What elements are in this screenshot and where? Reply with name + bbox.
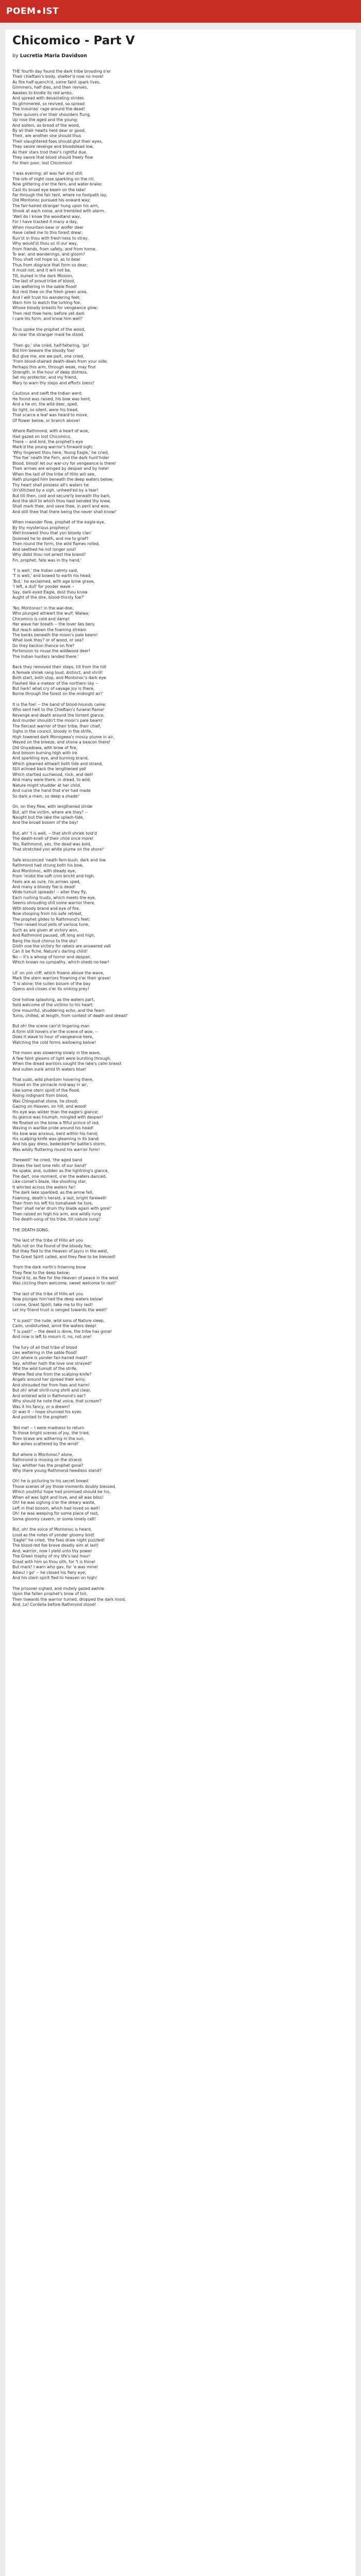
poem-line: 'Why lingerest thou here, Young Eagle,' he cried, bbox=[12, 450, 109, 455]
poem-line: Aught of the dire, blood-thirsty foe?' bbox=[12, 595, 85, 600]
poem-line: Back they removed their steps, till from the hill bbox=[12, 665, 106, 670]
poem-stanza bbox=[12, 327, 349, 338]
poem-line: Its glance was triumph, mingled with despair! bbox=[12, 1115, 104, 1120]
poem-line: Its glimmered, so revived, so spread bbox=[12, 101, 85, 106]
poem-line: Flow'd to, as flee for the Heaven of peace in the west bbox=[12, 1275, 119, 1280]
poem-line: Their slaughtered foes should glut their eyes, bbox=[12, 139, 103, 144]
poem-line: The fiercest warrior of their tribe, their chief, bbox=[12, 723, 101, 728]
poem-line: Which youthful hope had promised should be his, bbox=[12, 1489, 111, 1495]
poem-stanza bbox=[12, 1345, 349, 1420]
poem-line: But oh! what shrill-rung shrill and clear, bbox=[12, 1388, 91, 1393]
poem-line: 'No; Montonoc! in the war-doe, bbox=[12, 605, 74, 611]
poem-line: Had gazed on lost Chicomico, bbox=[12, 434, 72, 439]
poem-card bbox=[5, 29, 356, 2576]
poem-stanza bbox=[12, 1228, 349, 1233]
poem-line: Then' shall ne'er drum thy blade again with gore!' bbox=[12, 1206, 112, 1211]
poem-stanza bbox=[12, 1479, 349, 1522]
poem-stanza bbox=[12, 1158, 349, 1222]
poem-stanza bbox=[12, 69, 349, 166]
poem-line: Far through the fair tent, where no footpath lay, bbox=[12, 192, 108, 197]
poem-line: And entered wild in Rathmond's ear? bbox=[12, 1393, 86, 1398]
poem-line: Can it be fiche, Nature's darling child! bbox=[12, 949, 88, 954]
poem-line: Say, whither has the prophet gone? bbox=[12, 1463, 84, 1468]
poem-line: Hath plunged him beneath the deep waters below; bbox=[12, 477, 114, 482]
poem-line: Draws the last lone relic of our band!' bbox=[12, 1163, 88, 1168]
poem-line: Like comet's blaze, like shooting star, bbox=[12, 1179, 87, 1184]
poem-line: But mark! I warn who gav, for 'e was mine! bbox=[12, 1565, 99, 1570]
poem-line: A female shriek rang loud, distinct, and shrill! bbox=[12, 670, 103, 675]
poem-line: Well knowest thou that yon bloody clan' bbox=[12, 531, 92, 536]
poem-line: I come, Great Spirit; take me to thy rest! bbox=[12, 1302, 93, 1307]
poem-line: 'The last of the tribe of Hillo art you bbox=[12, 1291, 84, 1296]
poem-body bbox=[12, 69, 349, 1613]
poem-line: Portension to rouse the wildwood deer! bbox=[12, 649, 91, 654]
poem-line: But where is Montonoc? alone, bbox=[12, 1452, 74, 1457]
poem-line: Does it wave to hour of vengeance here, bbox=[12, 1035, 93, 1040]
poem-line: No -- it's a whoop of horror and despair, bbox=[12, 954, 92, 959]
logo-dot-icon bbox=[37, 10, 41, 13]
poem-byline bbox=[12, 53, 87, 59]
poem-line: Feels are as sure, his arrows sped, bbox=[12, 879, 81, 884]
poem-line: For I have tracked it many a day, bbox=[12, 219, 78, 225]
poem-line: Cautious and swift the Indian went; bbox=[12, 391, 83, 396]
poem-line: 'T is alone; the sullen bosom of the bay bbox=[12, 981, 91, 986]
poem-line: Say, dark-eyed Eagle, dost thou know bbox=[12, 589, 88, 595]
poem-line: Whose bloody breasts for vengeance glow; bbox=[12, 306, 98, 311]
poem-line: And still thee that there being the never shall know!' bbox=[12, 509, 118, 514]
poem-line: Of flower below, or branch above! bbox=[12, 418, 80, 423]
poem-stanza bbox=[12, 831, 349, 853]
poem-line: Seems shrouding still some warrior there, bbox=[12, 901, 95, 906]
poem-line: Opens and closes o'er its sinking prey! bbox=[12, 987, 89, 992]
poem-line: Loud as the notes of yonder gloomy bird! bbox=[12, 1532, 95, 1537]
poem-line: Borne through the forest on the midnight air!' bbox=[12, 691, 104, 697]
poem-line: As their stars trod their's rightful due, bbox=[12, 149, 88, 155]
poem-line: THE DEATH-SONG. bbox=[12, 1227, 50, 1232]
poem-line: The fair-haired stranger hung upon his arm, bbox=[12, 203, 100, 208]
poem-line: The prophet glides to Rathmond's feet: bbox=[12, 917, 90, 922]
poem-line: Then rest thee here; before yet dark bbox=[12, 311, 85, 316]
poem-line: They swore that blood should freely flow bbox=[12, 155, 93, 160]
poem-line: Then round the form, the wild flames rolled, bbox=[12, 541, 100, 547]
poem-line: Some gloomy cavern, or some lonely cell! bbox=[12, 1516, 96, 1521]
poem-line: Then brave are withering in the sun, bbox=[12, 1436, 85, 1441]
poem-line: Great with him so thou sith, for 't is thine! bbox=[12, 1559, 96, 1564]
byline-prefix: by bbox=[12, 53, 20, 59]
poem-line: The orb of night rose sparkling on the rill, bbox=[12, 176, 95, 181]
poem-line: Who plunged athwart the wulf; Waiwa; bbox=[12, 611, 90, 616]
poem-line: That scarce a leaf was heard to move, bbox=[12, 413, 89, 418]
poem-line: The banks beneath the moon's pale beam! bbox=[12, 632, 98, 637]
poem-line: The Indian hunters landed there.' bbox=[12, 654, 79, 659]
poem-line: When all was light and love, and all was bliss! bbox=[12, 1495, 104, 1500]
poem-stanza bbox=[12, 1292, 349, 1313]
poem-line: 'I left, a dull' for yonder wave -- bbox=[12, 584, 75, 589]
poem-stanza bbox=[12, 1318, 349, 1340]
poem-line: And many a bloody foe is dead! bbox=[12, 884, 76, 889]
poem-line: Why there young Rathmond heedless stand? bbox=[12, 1468, 102, 1473]
poem-line: Yes, Rathmond, yes, the dead was bold, bbox=[12, 841, 92, 846]
poem-line: Doomed he to death, and me to grief? bbox=[12, 536, 89, 541]
poem-line: THE fourth day found the dark tribe brooding o'er bbox=[12, 69, 111, 74]
top-navigation-bar bbox=[0, 0, 361, 23]
poem-title: Chicomico - Part V bbox=[12, 34, 135, 47]
poem-line: The fury of all that tribe of blood bbox=[12, 1345, 77, 1350]
poem-line: 'From the dark north's frowning brow bbox=[12, 1265, 86, 1270]
poem-line: Chicomico is cold and damp! bbox=[12, 616, 70, 621]
poem-line: And many were there, in dread, to wild, bbox=[12, 777, 91, 783]
poem-line: With bloody brand and eye of fire. bbox=[12, 906, 80, 911]
poem-line: Shook at each noise, and trembled with alarm. bbox=[12, 209, 106, 214]
poem-line: There -- and lord, the prophet's eye bbox=[12, 439, 83, 444]
poemist-logo[interactable] bbox=[6, 6, 59, 16]
poem-line: Mary to warn thy steps and efforts bless!' bbox=[12, 380, 95, 385]
poem-line: But, ah! 't is well, -- that shrill shriek told'd bbox=[12, 831, 97, 836]
poem-line: The last of proud tribe of blood, bbox=[12, 279, 75, 284]
poem-line: From 'midst the soft crim bricht and high. bbox=[12, 874, 95, 879]
poem-line: And his stern spirit fled to heaven on high! bbox=[12, 1575, 97, 1581]
poem-line: Flashed like a meteor of the northern sky -- bbox=[12, 681, 99, 686]
poem-line: Where fled she from the scalping-knife? bbox=[12, 1371, 92, 1377]
poem-stanza bbox=[12, 1024, 349, 1045]
poem-line: The Green trophy of my life's last hour! bbox=[12, 1554, 91, 1559]
poem-line: Rising indignant from blood, bbox=[12, 1093, 69, 1098]
poem-line: 'Bid me! -- I were madness to return bbox=[12, 1425, 85, 1430]
poem-line: Nature might shudder at her child, bbox=[12, 783, 81, 788]
poem-line: And sullen sunk amid th waters blue! bbox=[12, 1066, 87, 1072]
poem-line: He floated on the brow a fitful prince of red, bbox=[12, 1120, 100, 1125]
poem-line: 'T is well,' the Indian calmly said, bbox=[12, 568, 78, 573]
poem-line: The Great Spirit called, and they flew to be blessed! bbox=[12, 1254, 116, 1259]
poem-line: Awakes to kindle its red ambs, bbox=[12, 90, 73, 95]
poem-line: Was wildly fluttering round his warrior form! bbox=[12, 1147, 100, 1152]
poem-line: And spread with devastating strides bbox=[12, 96, 84, 101]
poem-line: Why would'st thou so ill our way, bbox=[12, 241, 78, 246]
poem-line: Lies weltering in the sable flood! bbox=[12, 284, 77, 289]
poem-line: And shrouded her from foes and harm! bbox=[12, 1382, 90, 1387]
poem-line: Their quivers o'er their shoulders flung, bbox=[12, 112, 91, 117]
poem-line: Then towards the warrior turned, dropped the dark hood, bbox=[12, 1597, 126, 1602]
poem-line: Mark the stern warriors frowning o'er their grave! bbox=[12, 976, 111, 981]
poem-line: And bosom burning high with ire bbox=[12, 751, 77, 756]
poem-line: 'Farewell!' he cried, 'the aged band bbox=[12, 1158, 83, 1163]
poem-line: Perhaps this arm, through weak, may find bbox=[12, 364, 96, 369]
poem-line: Oh! he is picturing to his secret breast bbox=[12, 1479, 89, 1484]
poem-line: But, oh! the voice of Montonoc is heard, bbox=[12, 1527, 92, 1532]
poem-line: Lies weltering in the sable flood! bbox=[12, 1350, 77, 1355]
poem-line: It must not, and it will not be, bbox=[12, 268, 71, 273]
poem-line: Then raised on high his arm, and wildly rung bbox=[12, 1211, 101, 1216]
poem-line: Angels around her spread their wins; bbox=[12, 1377, 86, 1382]
poem-line: One mournful, shuddering echo, and the fearn bbox=[12, 1008, 105, 1013]
poem-line: But they fled to the Heaven of Jayru in the west, bbox=[12, 1249, 108, 1254]
poem-stanza bbox=[12, 702, 349, 799]
poem-line: Each rushing trusts, which meets the eye, bbox=[12, 895, 96, 900]
poem-line: Then from his left his tomahawk he tore, bbox=[12, 1201, 93, 1206]
poem-line: The death-knell of their child once more! bbox=[12, 836, 94, 841]
poem-stanza bbox=[12, 391, 349, 423]
poem-line: Gazing on Heaven, on hill, and wood! bbox=[12, 1104, 87, 1109]
poem-line: 'Eagle!' he cried, 'the foes draw night puzzled! bbox=[12, 1538, 105, 1543]
poem-line: Where Rathmond, with a heart of woe, bbox=[12, 429, 89, 434]
poem-line: Such as are given at victory won, bbox=[12, 927, 79, 933]
poem-line: 'The last of the tribe of Hillo art you bbox=[12, 1238, 84, 1243]
poem-line: Lit' on yon cliff, which frowns above the wave, bbox=[12, 970, 104, 975]
poem-line: 'Well do I know the woodland way, bbox=[12, 214, 81, 219]
poem-line: I care his form, and know him well!' bbox=[12, 316, 84, 321]
poem-line: Both start, both stop, and Montonoc's dark eye bbox=[12, 675, 106, 681]
logo-text-ist: IST bbox=[42, 6, 59, 16]
poem-line: And pointed to the prophet! bbox=[12, 1415, 68, 1420]
poem-line: As fire half-quench'd, some faint spark lives, bbox=[12, 79, 101, 84]
poem-line: To those bright scenes of joy, the tried, bbox=[12, 1431, 90, 1436]
poem-line: Old Onyadowa, with brow of fire, bbox=[12, 745, 78, 750]
poem-line: Say, whither hath the love one strayed? bbox=[12, 1361, 92, 1366]
poem-line: By thy mysterious prophecy! bbox=[12, 525, 70, 530]
poem-line: Set my protector, and my friend, bbox=[12, 375, 78, 380]
poem-stanza bbox=[12, 804, 349, 826]
poem-line: But give me, ere we part, one cried, bbox=[12, 353, 84, 359]
poem-line: Waving in warlike pride around his head! bbox=[12, 1126, 94, 1131]
poem-line: A form still hovers o'er the scene of woe, -- bbox=[12, 1029, 98, 1034]
poem-line: Thus spoke the prophet of the wood, bbox=[12, 327, 86, 332]
poem-line: So light, so silent, were his tread, bbox=[12, 407, 79, 412]
poem-line: Why didst thou not arrest the brand? bbox=[12, 552, 86, 557]
poem-stanza bbox=[12, 971, 349, 992]
poem-line: He spake, and, sudden as the lightning's glance, bbox=[12, 1168, 109, 1174]
poem-line: They flew to the deep below; bbox=[12, 1270, 70, 1275]
poem-line: Which knows no sympathy, which sheds no tear! bbox=[12, 960, 110, 965]
poem-line: Cast its broad eye beam on the lake! bbox=[12, 187, 86, 192]
poem-line: High towered dark Monogeea's mossy plume in air, bbox=[12, 734, 114, 739]
poem-line: As near the stranger maid he stood. bbox=[12, 332, 85, 337]
poem-line: By all their hearts held dear or good, bbox=[12, 128, 86, 133]
poem-line: And now is left to mourn it, no, not one! bbox=[12, 1334, 92, 1340]
poem-line: Which startled suchwood, rock, and dell! bbox=[12, 772, 93, 777]
poem-line: 'But,' he exclaimed, with age brow grave, bbox=[12, 579, 95, 584]
poem-line: And Rathmond paused, oft long and high, bbox=[12, 933, 95, 938]
poem-line: Oh! where is yonder fair-haired maid? bbox=[12, 1355, 88, 1361]
poem-stanza bbox=[12, 1527, 349, 1581]
poem-line: Those scenes of joy those moments doubly blessed, bbox=[12, 1484, 116, 1489]
poem-line: For their poor, lost Chicomico! bbox=[12, 160, 73, 165]
poem-line: Turns, chilled, at length, from contest of death and dread!' bbox=[12, 1013, 128, 1018]
poem-line: Was circling them welcome, sweet welcome to rest!' bbox=[12, 1281, 117, 1286]
poem-line: Still echoed back the lengthened yell bbox=[12, 767, 86, 772]
poem-line: Old Montonoc pursued his onward way; bbox=[12, 198, 91, 203]
poem-line: Or was it -- hope shunned his eyes bbox=[12, 1409, 81, 1414]
poem-line: Now glittering o'er the fern, and water-brake; bbox=[12, 182, 103, 187]
poem-line: Safe ensconced 'neath fern-bush, dark and low bbox=[12, 857, 106, 862]
poem-line: And seethed he not longer soul! bbox=[12, 547, 76, 552]
poem-line: 'From blood-stained death-deals from your side; bbox=[12, 359, 108, 364]
poem-line: Till, buried in the dark Mission, bbox=[12, 273, 73, 278]
poem-line: Their arrows are winged by despair and by hate! bbox=[12, 466, 109, 471]
poem-line: Now stooping from his safe retreat, bbox=[12, 911, 83, 917]
poem-line: 'Mid the wild tumult of the strife, bbox=[12, 1366, 78, 1371]
poem-line: Their, are another one should thus bbox=[12, 133, 81, 139]
poem-line: He found was raised, his bow was bent, bbox=[12, 396, 91, 401]
poem-line: Blood, blood! let our war-cry for vengeance is there! bbox=[12, 461, 117, 466]
poem-line: It whirled across the waters far! bbox=[12, 1184, 76, 1190]
poem-line: And, warrior, now I yield unto thy power bbox=[12, 1548, 92, 1553]
poem-line: Fin, prophet, fate was in thy hand.' bbox=[12, 557, 81, 563]
poem-line: 'T is past!' the rude, wild sons of Nature sleep, bbox=[12, 1318, 105, 1323]
poem-line: And, Lo! Cordelia before Rathmond stood! bbox=[12, 1602, 96, 1607]
poem-line: Adieu! I go' -- he closed his fiery eye, bbox=[12, 1570, 86, 1575]
poem-line: His eye was wilder than the eagle's glance; bbox=[12, 1109, 99, 1114]
poem-line: Shall mark thee, and save thee, in peril and woe, bbox=[12, 504, 110, 509]
poem-line: What look they? or of wood, or sea? bbox=[12, 638, 84, 643]
poem-line: Do they beckon thence on fire? bbox=[12, 643, 75, 648]
poem-line: One hollow splashing, as the waters part, bbox=[12, 997, 95, 1002]
author-link[interactable]: Lucretia Maria Davidson bbox=[20, 53, 87, 59]
poem-line: It is the foe! -- the band of blood-hounds came; bbox=[12, 702, 107, 707]
poem-line: 'I was evening; all was fair and still; bbox=[12, 171, 84, 176]
poem-line: Rathmond had strung both his bow, bbox=[12, 863, 84, 868]
poem-stanza bbox=[12, 606, 349, 660]
poem-line: The moon was slowering slowly in the wave, bbox=[12, 1050, 101, 1056]
poem-stanza bbox=[12, 997, 349, 1019]
poem-line: Have called me to this forest drear; bbox=[12, 230, 83, 235]
poem-line: Oh! he was weeping for some place of rest, bbox=[12, 1511, 99, 1516]
poem-line: Bid him beware the bloody foe! bbox=[12, 348, 75, 353]
poem-line: Oh! he was sighing o'er the dreary waste, bbox=[12, 1500, 96, 1505]
poem-line: Wide tumult spreads! -- alter they fly, bbox=[12, 890, 87, 895]
poem-line: Thy heart shall possess all's waters he bbox=[12, 482, 89, 487]
poem-stanza bbox=[12, 1077, 349, 1153]
poem-line: But till then, cold and secure'ly beneath thy bark, bbox=[12, 493, 111, 498]
poem-line: From friends, from safety, and from home, bbox=[12, 246, 97, 251]
poem-stanza bbox=[12, 520, 349, 563]
poem-line: And curse the hand that e'er had made bbox=[12, 788, 91, 793]
poem-line: And his gay dress, bedecked for battle's storm, bbox=[12, 1142, 106, 1147]
poem-line: Run'st in thou with fresh'ness to stray, bbox=[12, 235, 89, 241]
poem-line: Calm, undisturbed, amid the waters deep! bbox=[12, 1324, 97, 1329]
poem-line: The dark lake sparkled, as the arrow fell, bbox=[12, 1190, 93, 1195]
poem-line: Nor ashes scattered by the wind!' bbox=[12, 1442, 79, 1447]
poem-line: Thou shalt not hope so, as to bear bbox=[12, 257, 80, 262]
poem-line: And sparkling eye, and burning brand, bbox=[12, 756, 89, 761]
poem-line: His bow was anxious, bent within his hand; bbox=[12, 1131, 98, 1136]
poem-line: That stretched yon white plume on the shore!' bbox=[12, 847, 105, 852]
poem-line: Like some stern spirit of the flood, bbox=[12, 1088, 80, 1093]
poem-line: Why should he note that voice, that scream? bbox=[12, 1399, 102, 1404]
poem-stanza bbox=[12, 343, 349, 386]
poem-line: Thus from disgrace that form so dear; bbox=[12, 262, 88, 267]
poem-line: Falls not on the found of the bloody foe; bbox=[12, 1243, 92, 1248]
poem-line: Who sent heit to the Chieftain's funeral flame! bbox=[12, 707, 105, 713]
poem-line: And the skill to which thou hast bended thy knee, bbox=[12, 498, 111, 503]
poem-line: The Inouiries' rage around the dead! bbox=[12, 107, 85, 112]
poem-line: Watching the cold forms wallowing below! bbox=[12, 1040, 96, 1045]
poem-line: Was Chinquehat stone, he stood; bbox=[12, 1098, 78, 1104]
poem-line: Upon the fallen prophet's brow of toil, bbox=[12, 1591, 88, 1597]
poem-line: Waved on the breeze, and shone a beacon there! bbox=[12, 740, 111, 745]
poem-line: Warn him to watch the lurking foe, bbox=[12, 300, 81, 306]
poem-line: But oh! the scene can'st lingering man bbox=[12, 1024, 90, 1029]
poem-line: A few faint gleams of light were bursting through, bbox=[12, 1056, 111, 1061]
poem-stanza bbox=[12, 429, 349, 515]
poem-line: That sudo, wild phantom hovering there, bbox=[12, 1077, 94, 1082]
poem-line: The death-song of his tribe, till nature sung!' bbox=[12, 1217, 102, 1222]
poem-line: Sighs in the council, bloody in the strife, bbox=[12, 729, 92, 734]
poem-line: 'Then raised loud yells of various tune, bbox=[12, 922, 90, 927]
poem-stanza bbox=[12, 665, 349, 697]
poem-line: Bang the loud chorus to the sky! bbox=[12, 938, 77, 943]
poem-line: But reach adown the foaming stream bbox=[12, 627, 87, 632]
poem-line: Let my friend trust is senged towards the west!' bbox=[12, 1308, 108, 1313]
poem-stanza bbox=[12, 171, 349, 322]
poem-line: His scalping-knife was gleaming in its band; bbox=[12, 1137, 100, 1142]
poem-stanza bbox=[12, 858, 349, 965]
poem-line: Gloth one the victory for rebels are answered vell bbox=[12, 943, 111, 948]
poem-line: But hark! what cry of savage joy is there, bbox=[12, 686, 95, 691]
poem-line: When the last of the tribe of Hillo will see, bbox=[12, 471, 96, 477]
poem-line: Foaming, death's herald, a last, bright farewell! bbox=[12, 1195, 107, 1200]
poem-line: Now plunges him'ned the deep waters below! bbox=[12, 1297, 104, 1302]
poem-line: Mark'd the young warrior's forward sigh; bbox=[12, 445, 93, 450]
poem-line: And Montonoc, with steady eye, bbox=[12, 868, 76, 873]
poem-line: Which gleamed athwart both tide and strand, bbox=[12, 761, 103, 766]
poem-line: Revenge and death around the torrent glance, bbox=[12, 713, 105, 718]
poem-line: When meander flow, prophet of the eagle-eye, bbox=[12, 520, 106, 525]
poem-line: 'T is past!' -- the deed is done, the tribe has gone! bbox=[12, 1329, 112, 1334]
poem-line: Rathmond is musing on the strand; bbox=[12, 1458, 83, 1463]
poem-line: Naught but the lake the splash-tide, bbox=[12, 815, 84, 820]
poem-line: On, on they flew, with lengthened stride bbox=[12, 804, 93, 809]
poem-stanza bbox=[12, 568, 349, 601]
poem-stanza bbox=[12, 1265, 349, 1286]
poem-line: And I will trust his wandering feet; bbox=[12, 295, 81, 300]
poem-line: They swore revenge and bloodstead low, bbox=[12, 144, 94, 149]
poem-line: Poised on the pinnacle mid-way in air, bbox=[12, 1082, 88, 1088]
poem-line: And sisters, as brood of the wood, bbox=[12, 123, 80, 128]
poem-stanza bbox=[12, 1586, 349, 1608]
poem-line: The dart, one moment, o'er the waters danced, bbox=[12, 1174, 107, 1179]
poem-line: When the dread warriors sought the lake's calm breast bbox=[12, 1061, 122, 1066]
poem-stanza bbox=[12, 1238, 349, 1260]
poem-line: Un'stitched by a sigh, unheed'ed by a tear! bbox=[12, 488, 99, 493]
poem-stanza bbox=[12, 1426, 349, 1447]
poem-line: And the broad bosom of the bay! bbox=[12, 820, 78, 825]
poem-line: Glimmers, half dies, and then revives, bbox=[12, 85, 88, 90]
poem-line: But rest thee on the fresh green area, bbox=[12, 290, 88, 295]
poem-line: Was it his fancy, or a dream? bbox=[12, 1404, 70, 1409]
poem-line: The blood-red foe brave deadly aim at last! bbox=[12, 1543, 99, 1548]
poem-line: Strength, in the hour of deep distress, bbox=[12, 370, 88, 375]
poem-line: The prisoner sighed, and mutely gazed awhile bbox=[12, 1586, 104, 1591]
poem-stanza bbox=[12, 1050, 349, 1072]
poem-line: And murder shouldn't the moon's pale beam! bbox=[12, 718, 103, 723]
poem-line: 'Then go,' she cried, half-faltering, 'go! bbox=[12, 343, 90, 348]
poem-line: 'T is well,' and bowed to earth his head; bbox=[12, 573, 92, 579]
poem-line: So dark a main, so deep a shade!' bbox=[12, 793, 80, 799]
poem-stanza bbox=[12, 1452, 349, 1474]
poem-line: Their chieftain's body, shelter'd now no more! bbox=[12, 74, 104, 79]
poem-line: To war, and wanderings, and gloom? bbox=[12, 251, 85, 257]
poem-line: Sold welcome of the victims to his heart; bbox=[12, 1003, 94, 1008]
poem-line: Up rose the aged and the young; bbox=[12, 117, 78, 123]
poem-line: And a he on, the wild deer, sped, bbox=[12, 402, 78, 407]
poem-line: Her wave her breath -- the lover lies bery. bbox=[12, 622, 95, 627]
logo-text-poem: POEM bbox=[6, 6, 36, 16]
poem-line: When mountain-bear or wolfer deer bbox=[12, 225, 84, 230]
poem-line: Left in that bosom, which had loved so well! bbox=[12, 1505, 100, 1511]
poem-line: But, all! the victim, where are they? -- bbox=[12, 809, 88, 815]
poem-line: 'The foe' neath the Fern, and the dark hunt'hider bbox=[12, 455, 109, 461]
